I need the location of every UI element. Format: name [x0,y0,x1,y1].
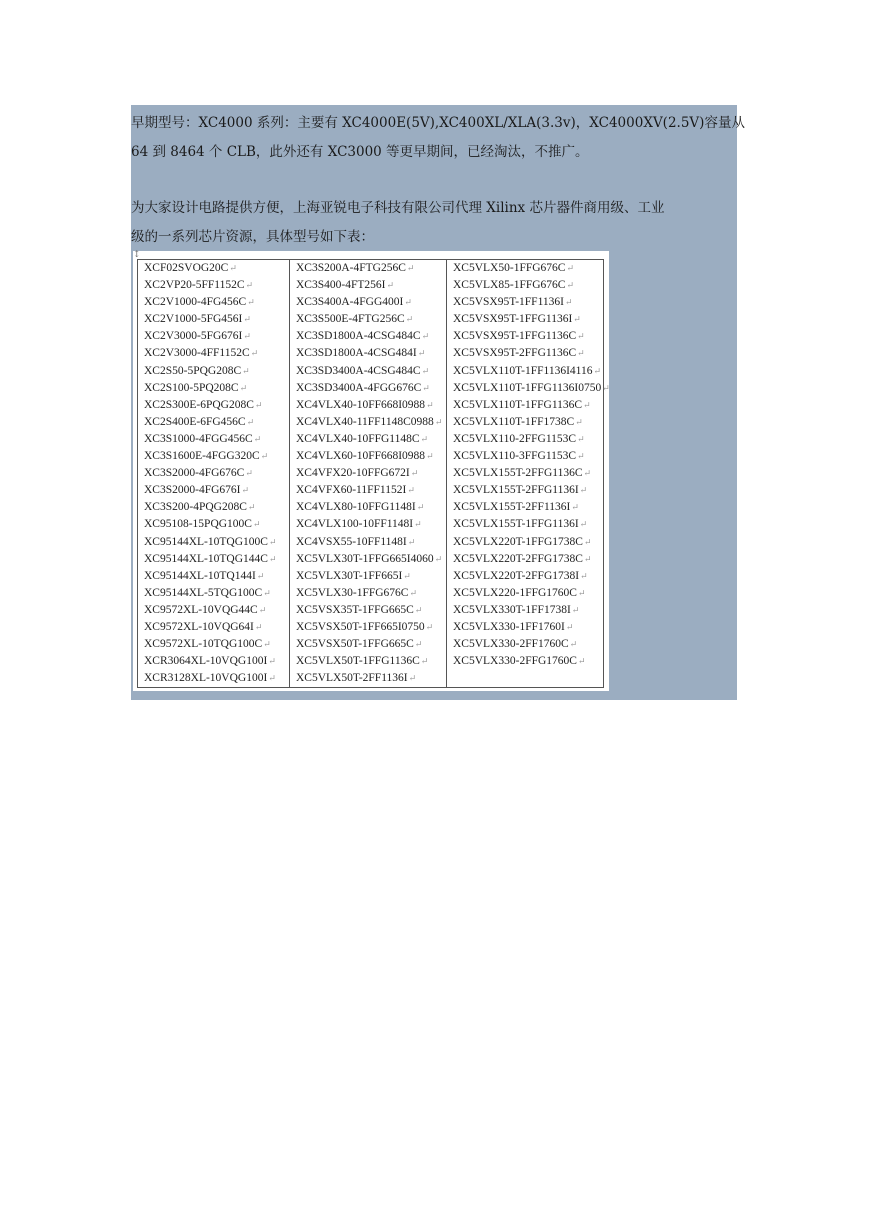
paragraph-mark-icon: ↵ [416,502,425,513]
paragraph-line: 为大家设计电路提供方便，上海亚锐电子科技有限公司代理 Xilinx 芯片器件商用级、工业 [131,200,665,216]
part-number: XCF02SVOG20C [144,262,229,274]
part-number-cell [290,397,447,414]
part-number: XC4VSX55-10FF1148I [296,535,407,548]
part-number: XC9572XL-10TQG100C [144,638,263,651]
paragraph-mark-icon: ↵ [565,621,574,632]
part-number: XC5VLX155T-2FF1136I [453,501,571,514]
table-row [138,551,604,568]
paragraph-mark-icon: ↵ [583,536,592,547]
part-number-cell [138,653,290,670]
part-number: XC5VLX85-1FFG676C [453,279,566,292]
paragraph-mark-icon: ↵ [263,587,271,598]
paragraph-mark-icon: ↵ [254,399,263,410]
part-number: XC95144XL-10TQ144I [144,569,256,582]
part-number: XC5VLX220T-2FFG1738C [453,552,583,565]
part-number-cell [138,516,290,533]
part-number: XC3S400A-4FGG400I [296,296,404,309]
paragraph-mark-icon: ↵ [577,587,586,598]
paragraph-line: 级的一系列芯片资源，具体型号如下表： [131,229,374,245]
part-number: XC5VLX110-2FFG1153C [453,432,577,445]
part-number: XC3S200-4PQG208C [144,501,247,514]
paragraph-mark-icon: ↵ [426,451,434,462]
paragraph-mark-icon: ↵ [256,570,265,581]
parts-table [137,259,610,688]
paragraph-mark-icon: ↵ [243,331,251,342]
paragraph-mark-icon: ↵ [434,416,443,427]
part-number-cell [290,636,447,653]
part-number: XC95144XL-10TQG144C [144,552,268,565]
table-row [138,363,604,380]
paragraph-mark-icon: ↵ [410,468,419,479]
part-number: XC5VLX50-1FFG676C [453,262,566,274]
part-number: XC2S50-5PQG208C [144,364,242,377]
part-number-cell [138,414,290,431]
part-number-cell [447,414,604,431]
paragraph-mark-icon: ↵ [577,656,586,667]
paragraph-mark-icon: ↵ [577,451,585,462]
part-number-cell [290,568,447,585]
part-number-cell [447,294,604,311]
table-row [138,499,604,516]
part-number: XC5VLX220T-1FFG1738C [453,535,583,548]
part-number-cell [447,585,604,602]
table-row [138,414,604,431]
part-number-cell [138,311,290,328]
paragraph-mark-icon: ↵ [246,416,255,427]
part-number: XC2S300E-6PQG208C [144,398,254,411]
part-number-cell [290,551,447,568]
paragraph-line: 早期型号：XC4000 系列：主要有 XC4000E(5V),XC400XL/XLA(3.3v)，XC4000XV(2.5V)容量从 [131,115,745,131]
part-number: XC2S400E-6FG456C [144,415,246,428]
paragraph-mark-icon: ↵ [580,570,588,581]
table-row [138,670,604,688]
part-number-cell [138,277,290,294]
part-number: XC5VLX110T-1FF1136I4116 [453,364,593,377]
part-number: XC5VLX155T-2FFG1136C [453,467,583,480]
paragraph-mark-icon: ↵ [404,297,412,308]
part-number: XC4VLX100-10FF1148I [296,518,414,531]
part-number: XC95108-15PQG100C [144,518,252,531]
table-row [138,431,604,448]
part-number-cell [447,345,604,362]
part-number-cell [447,534,604,551]
part-number: XC5VSX95T-1FFG1136C [453,330,577,343]
part-number: XC2VP20-5FF1152C [144,279,245,292]
table-row [138,311,604,328]
part-number-cell [290,465,447,482]
paragraph-mark-icon: ↵ [247,297,255,308]
paragraph-mark-icon: ↵ [243,314,251,325]
paragraph-mark-icon: ↵ [420,433,429,444]
part-number: XC4VLX60-10FF668I0988 [296,450,426,463]
part-number: XC2V3000-5FG676I [144,330,243,343]
part-number-cell [138,448,290,465]
part-number: XC5VLX220T-2FFG1738I [453,569,580,582]
part-number-cell [138,499,290,516]
part-number: XC3S1000-4FGG456C [144,432,253,445]
table-row [138,568,604,585]
content-block [131,105,745,700]
paragraph-mark-icon: ↵ [571,604,580,615]
paragraph-line: 64 到 8464 个 CLB，此外还有 XC3000 等更早期间，已经淘汰，不推广。 [131,144,589,160]
part-number: XC5VLX110-3FFG1153C [453,450,577,463]
paragraph-mark-icon: ↵ [583,468,592,479]
table-row [138,328,604,345]
part-number: XC5VLX30T-1FFG665I4060 [296,552,434,565]
part-number-cell [447,465,604,482]
part-number-cell [290,328,447,345]
part-number: XC5VSX50T-1FFG665C [296,638,414,651]
part-number-cell [290,311,447,328]
part-number: XC5VSX95T-2FFG1136C [453,347,577,360]
part-number: XC5VLX220-1FFG1760C [453,586,577,599]
paragraph-mark-icon: ↵ [420,656,429,667]
table-row [138,380,604,397]
paragraph-mark-icon: ↵ [425,621,434,632]
part-number-cell [138,482,290,499]
part-number-cell [138,670,290,688]
part-number-cell [447,602,604,619]
part-number-cell [447,551,604,568]
part-number-cell [290,260,447,278]
part-number: XC5VLX30T-1FF665I [296,569,403,582]
paragraph-mark-icon: ↵ [407,536,416,547]
part-number-cell [290,277,447,294]
paragraph-mark-icon: ↵ [573,314,581,325]
paragraph-mark-icon: ↵ [408,673,417,684]
part-number: XC4VLX40-11FF1148C0988 [296,415,434,428]
paragraph-mark-icon: ↵ [426,399,434,410]
paragraph-mark-icon: ↵ [407,485,415,496]
part-number-cell [290,363,447,380]
table-row [138,294,604,311]
paragraph-mark-icon: ↵ [577,331,585,342]
paragraph-mark-icon: ↵ [245,280,254,291]
part-number-cell [447,328,604,345]
table-move-handle-icon: ↕ [133,250,141,260]
part-number-cell [290,345,447,362]
paragraph-mark-icon: ↵ [417,348,426,359]
paragraph-mark-icon: ↵ [403,570,411,581]
part-number: XC5VLX110T-1FFG1136I0750 [453,381,602,394]
paragraph-mark-icon: ↵ [258,604,267,615]
paragraph-mark-icon: ↵ [386,280,394,291]
part-number: XC4VFX20-10FFG672I [296,467,410,480]
part-number-cell [138,568,290,585]
part-number-cell [447,431,604,448]
part-number-cell [138,636,290,653]
paragraph-mark-icon: ↵ [414,519,422,530]
part-number: XC5VLX330-2FFG1760C [453,655,577,668]
table-row [138,585,604,602]
part-number: XC5VLX155T-1FFG1136I [453,518,579,531]
part-number-cell [447,619,604,636]
part-number-cell [447,311,604,328]
part-number-cell [290,482,447,499]
part-number-cell [290,516,447,533]
part-number-cell [290,602,447,619]
intro-paragraph-agent [131,194,737,252]
part-number-cell [138,363,290,380]
part-number: XC3S1600E-4FGG320C [144,450,260,463]
part-number-cell [447,277,604,294]
paragraph-mark-icon: ↵ [577,433,585,444]
part-number-cell [290,619,447,636]
part-number: XC5VLX330-2FF1760C [453,638,569,651]
paragraph-mark-icon: ↵ [422,382,430,393]
paragraph-mark-icon: ↵ [414,604,423,615]
part-number: XC9572XL-10VQG44C [144,603,258,616]
part-number: XC2S100-5PQ208C [144,381,239,394]
part-number-cell [138,328,290,345]
table-row [138,345,604,362]
paragraph-mark-icon: ↵ [406,263,415,273]
part-number-cell [447,670,604,688]
part-number: XC3S2000-4FG676I [144,484,241,497]
part-number-cell [138,260,290,278]
parts-table-body [138,260,610,688]
part-number: XC95144XL-10TQG100C [144,535,268,548]
paragraph-mark-icon: ↵ [575,416,583,427]
paragraph-mark-icon: ↵ [250,348,259,359]
paragraph-mark-icon: ↵ [593,365,602,376]
paragraph-mark-icon: ↵ [241,485,250,496]
paragraph-mark-icon: ↵ [253,433,262,444]
part-number-cell [138,551,290,568]
part-number: XC5VLX50T-2FF1136I [296,672,408,685]
paragraph-mark-icon: ↵ [405,314,414,325]
paragraph-mark-icon: ↵ [260,451,269,462]
part-number-cell [138,294,290,311]
paragraph-mark-icon: ↵ [566,263,575,273]
paragraph-mark-icon: ↵ [268,553,277,564]
part-number-cell [447,516,604,533]
part-number: XC3SD1800A-4CSG484C [296,330,421,343]
part-number: XC2V1000-5FG456I [144,313,243,326]
part-number-cell [290,534,447,551]
table-row [138,534,604,551]
paragraph-mark-icon: ↵ [421,365,430,376]
part-number-cell [447,363,604,380]
intro-paragraph-early-models [131,109,745,167]
part-number: XC2V3000-4FF1152C [144,347,250,360]
paragraph-mark-icon: ↵ [268,536,277,547]
paragraph-mark-icon: ↵ [434,553,443,564]
paragraph-mark-icon: ↵ [263,639,271,650]
part-number-cell [138,431,290,448]
paragraph-mark-icon: ↵ [268,673,276,684]
parts-table-image [133,251,609,691]
paragraph-mark-icon: ↵ [252,519,261,530]
part-number: XC5VLX155T-2FFG1136I [453,484,579,497]
part-number: XC4VLX80-10FFG1148I [296,501,416,514]
part-number-cell [290,414,447,431]
part-number-cell [447,482,604,499]
part-number: XC4VLX40-10FF668I0988 [296,398,426,411]
part-number: XC5VLX330-1FF1760I [453,620,565,633]
table-row [138,260,604,278]
paragraph-mark-icon: ↵ [414,639,423,650]
part-number-cell [290,585,447,602]
part-number-cell [447,260,604,278]
part-number-cell [447,448,604,465]
paragraph-mark-icon: ↵ [242,365,250,376]
part-number-cell [447,499,604,516]
table-row [138,653,604,670]
paragraph-mark-icon: ↵ [577,348,585,359]
paragraph-mark-icon: ↵ [564,297,573,308]
paragraph-mark-icon: ↵ [254,621,263,632]
part-number-cell [447,636,604,653]
paragraph-mark-icon: ↵ [229,263,237,273]
table-row [138,636,604,653]
paragraph-mark-icon: ↵ [579,519,588,530]
paragraph-mark-icon: ↵ [579,485,588,496]
paragraph-mark-icon: ↵ [602,382,610,393]
part-number-cell [447,653,604,670]
part-number: XC3S400-4FT256I [296,279,386,292]
part-number-cell [447,568,604,585]
part-number: XC3S200A-4FTG256C [296,262,406,274]
part-number-cell [290,294,447,311]
paragraph-mark-icon: ↵ [245,468,253,479]
part-number: XC4VLX40-10FFG1148C [296,432,420,445]
part-number-cell [138,465,290,482]
part-number-cell [447,380,610,397]
part-number-cell [290,499,447,516]
part-number: XC4VFX60-11FF1152I [296,484,407,497]
paragraph-mark-icon: ↵ [409,587,418,598]
paragraph-mark-icon: ↵ [239,382,248,393]
part-number: XC5VLX110T-1FFG1136C [453,398,583,411]
table-row [138,397,604,414]
paragraph-mark-icon: ↵ [421,331,430,342]
part-number: XC5VSX35T-1FFG665C [296,603,414,616]
part-number: XC3S500E-4FTG256C [296,313,405,326]
table-row [138,602,604,619]
part-number: XCR3064XL-10VQG100I [144,655,268,668]
part-number-cell [290,653,447,670]
part-number: XC5VSX95T-1FF1136I [453,296,564,309]
part-number: XC2V1000-4FG456C [144,296,247,309]
part-number: XC3S2000-4FG676C [144,467,245,480]
part-number-cell [138,585,290,602]
part-number-cell [290,448,447,465]
part-number: XC3SD3400A-4FGG676C [296,381,422,394]
paragraph-mark-icon: ↵ [583,553,592,564]
table-row [138,482,604,499]
paragraph-mark-icon: ↵ [566,280,575,291]
part-number-cell [290,380,447,397]
part-number-cell [290,670,447,688]
paragraph-mark-icon: ↵ [247,502,256,513]
part-number-cell [138,619,290,636]
part-number: XC5VLX30-1FFG676C [296,586,409,599]
part-number: XC95144XL-5TQG100C [144,586,263,599]
table-row [138,277,604,294]
part-number-cell [138,534,290,551]
part-number: XC5VSX50T-1FF665I0750 [296,620,425,633]
table-row [138,619,604,636]
part-number: XC3SD1800A-4CSG484I [296,347,417,360]
part-number: XC5VLX50T-1FFG1136C [296,655,420,668]
part-number-cell [138,345,290,362]
paragraph-mark-icon: ↵ [571,502,579,513]
part-number: XC3SD3400A-4CSG484C [296,364,421,377]
paragraph-mark-icon: ↵ [268,656,276,667]
part-number: XC9572XL-10VQG64I [144,620,254,633]
part-number-cell [138,380,290,397]
table-row [138,448,604,465]
paragraph-mark-icon: ↵ [569,639,578,650]
part-number: XC5VLX110T-1FF1738C [453,415,575,428]
part-number-cell [290,431,447,448]
part-number: XC5VSX95T-1FFG1136I [453,313,573,326]
table-row [138,465,604,482]
paragraph-mark-icon: ↵ [583,399,591,410]
part-number: XCR3128XL-10VQG100I [144,672,268,685]
part-number-cell [138,602,290,619]
table-row [138,516,604,533]
part-number-cell [138,397,290,414]
part-number: XC5VLX330T-1FF1738I [453,603,571,616]
part-number-cell [447,397,604,414]
